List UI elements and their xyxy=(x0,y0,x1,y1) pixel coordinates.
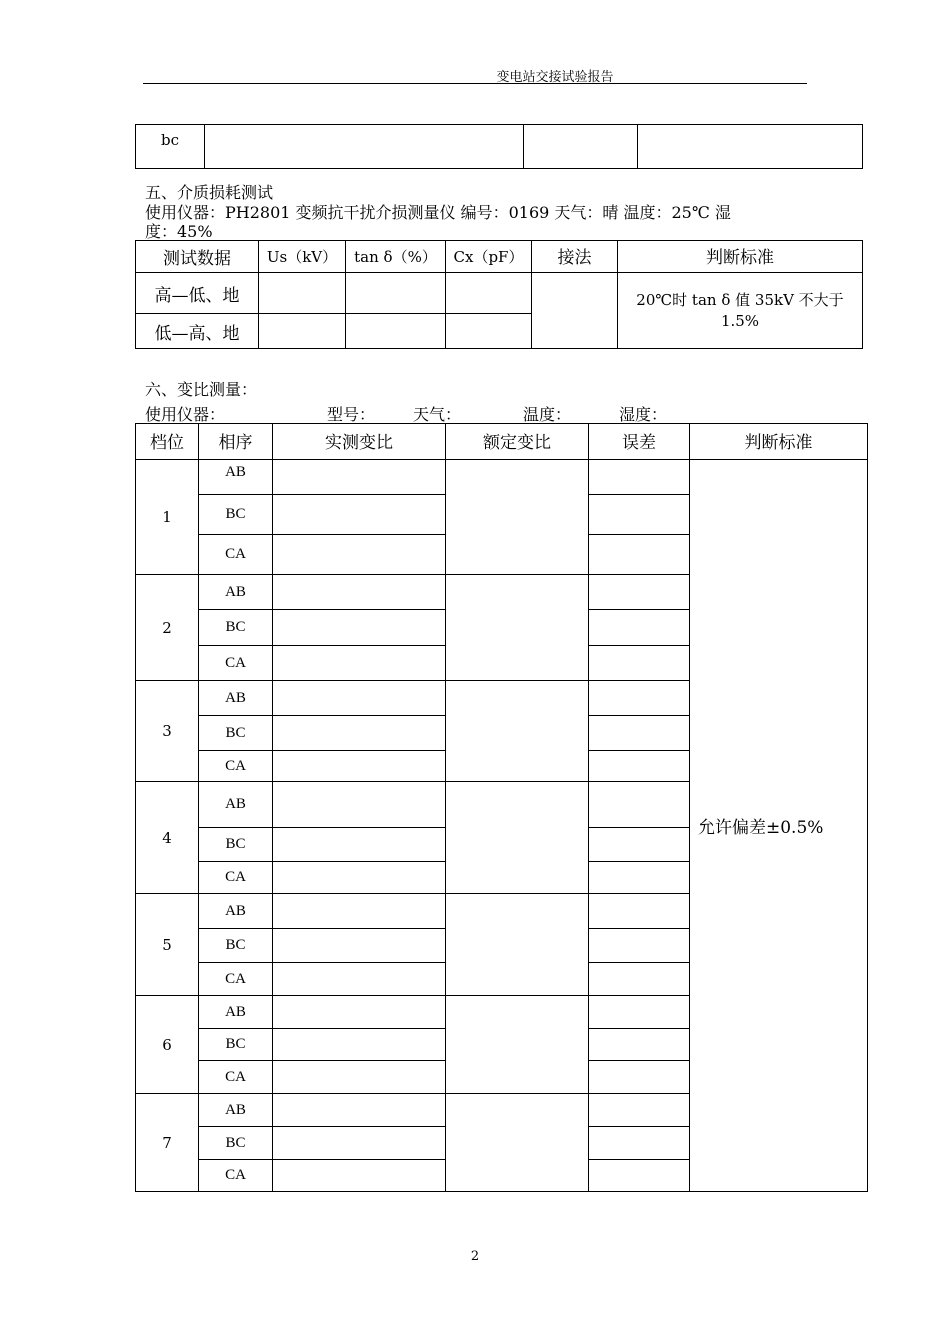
empty-cell[interactable] xyxy=(273,681,446,716)
empty-cell[interactable] xyxy=(589,929,690,963)
empty-cell[interactable] xyxy=(205,125,524,169)
empty-cell[interactable] xyxy=(524,125,638,169)
dielectric-loss-table xyxy=(135,240,863,349)
empty-cell[interactable] xyxy=(589,610,690,646)
empty-cell[interactable] xyxy=(446,460,589,575)
empty-cell[interactable] xyxy=(589,751,690,782)
phase-ab: AB xyxy=(199,894,273,929)
phase-bc: BC xyxy=(199,828,273,862)
gear-3: 3 xyxy=(136,681,199,782)
phase-ca: CA xyxy=(199,963,273,996)
gear-6: 6 xyxy=(136,996,199,1094)
header-cx: Cx（pF） xyxy=(446,241,532,273)
row-label-low-high: 低—高、地 xyxy=(136,314,259,349)
empty-cell[interactable] xyxy=(446,273,532,314)
empty-cell[interactable] xyxy=(446,575,589,681)
header-tan-delta: tan δ（%） xyxy=(346,241,446,273)
row-label-high-low: 高—低、地 xyxy=(136,273,259,314)
phase-ca: CA xyxy=(199,1160,273,1192)
empty-cell[interactable] xyxy=(589,646,690,681)
table-header-row xyxy=(136,424,868,460)
empty-cell[interactable] xyxy=(346,273,446,314)
header-rated-ratio: 额定变比 xyxy=(446,424,589,460)
empty-cell[interactable] xyxy=(589,716,690,751)
ratio-measurement-table xyxy=(135,423,868,1192)
section5-instrument-line2: 度：45% xyxy=(145,222,213,241)
gear-1: 1 xyxy=(136,460,199,575)
empty-cell[interactable] xyxy=(273,828,446,862)
table-header-row xyxy=(136,241,863,273)
empty-cell[interactable] xyxy=(273,1094,446,1127)
header-test-data: 测试数据 xyxy=(136,241,259,273)
empty-cell[interactable] xyxy=(273,996,446,1029)
empty-cell[interactable] xyxy=(589,460,690,495)
empty-cell[interactable] xyxy=(446,681,589,782)
header-measured-ratio: 实测变比 xyxy=(273,424,446,460)
criterion-line2: 1.5% xyxy=(720,311,760,330)
empty-cell[interactable] xyxy=(589,1160,690,1192)
empty-cell[interactable] xyxy=(446,782,589,894)
empty-cell[interactable] xyxy=(589,782,690,828)
phase-bc: BC xyxy=(199,610,273,646)
empty-cell[interactable] xyxy=(346,314,446,349)
empty-cell[interactable] xyxy=(273,862,446,894)
empty-cell[interactable] xyxy=(589,1094,690,1127)
phase-ab: AB xyxy=(199,681,273,716)
empty-cell[interactable] xyxy=(273,646,446,681)
empty-cell[interactable] xyxy=(446,996,589,1094)
page-header-title: 变电站交接试验报告 xyxy=(496,70,614,85)
empty-cell[interactable] xyxy=(446,894,589,996)
empty-cell[interactable] xyxy=(273,535,446,575)
empty-cell[interactable] xyxy=(259,273,346,314)
empty-cell[interactable] xyxy=(273,1061,446,1094)
gear-4: 4 xyxy=(136,782,199,894)
section5-instrument-line1: 使用仪器：PH2801 变频抗干扰介损测量仪 编号：0169 天气：晴 温度：25℃ 湿 xyxy=(145,203,731,222)
empty-cell[interactable] xyxy=(273,575,446,610)
header-error: 误差 xyxy=(589,424,690,460)
empty-cell[interactable] xyxy=(273,495,446,535)
empty-cell[interactable] xyxy=(589,862,690,894)
empty-cell[interactable] xyxy=(589,1029,690,1061)
empty-cell[interactable] xyxy=(589,681,690,716)
phase-bc: BC xyxy=(199,495,273,535)
phase-bc: BC xyxy=(199,929,273,963)
empty-cell[interactable] xyxy=(446,314,532,349)
section6-title: 六、变比测量： xyxy=(145,380,258,399)
empty-cell[interactable] xyxy=(273,894,446,929)
criterion-cell: 允许偏差±0.5% xyxy=(690,460,868,1192)
empty-cell[interactable] xyxy=(589,535,690,575)
phase-ab: AB xyxy=(199,1094,273,1127)
empty-cell[interactable] xyxy=(589,495,690,535)
empty-cell[interactable] xyxy=(589,1061,690,1094)
empty-cell[interactable] xyxy=(273,1127,446,1160)
empty-cell[interactable] xyxy=(589,996,690,1029)
table-row xyxy=(136,125,863,169)
section6-humidity-label: 湿度： xyxy=(619,405,668,424)
table-row xyxy=(136,460,868,495)
empty-cell[interactable] xyxy=(273,782,446,828)
empty-cell[interactable] xyxy=(273,751,446,782)
continuation-table xyxy=(135,124,863,169)
criterion-line1: 20℃时 tan δ 值 35kV 不大于 xyxy=(636,290,844,309)
page-number: 2 xyxy=(470,1249,480,1264)
section6-instrument-label: 使用仪器： xyxy=(145,405,226,424)
header-gear: 档位 xyxy=(136,424,199,460)
gear-2: 2 xyxy=(136,575,199,681)
empty-cell[interactable] xyxy=(259,314,346,349)
phase-bc: BC xyxy=(199,716,273,751)
empty-cell[interactable] xyxy=(589,575,690,610)
row-label-bc: bc xyxy=(136,125,205,169)
section6-temperature-label: 温度： xyxy=(523,405,572,424)
empty-cell[interactable] xyxy=(589,1127,690,1160)
empty-cell[interactable] xyxy=(273,963,446,996)
phase-ab: AB xyxy=(199,460,273,495)
empty-cell[interactable] xyxy=(589,894,690,929)
phase-ca: CA xyxy=(199,646,273,681)
empty-cell[interactable] xyxy=(532,273,618,349)
table-row xyxy=(136,273,863,314)
section6-weather-label: 天气： xyxy=(413,405,462,424)
empty-cell[interactable] xyxy=(589,963,690,996)
header-connection: 接法 xyxy=(532,241,618,273)
section6-model-label: 型号： xyxy=(327,405,376,424)
phase-ca: CA xyxy=(199,751,273,782)
empty-cell[interactable] xyxy=(273,929,446,963)
phase-ca: CA xyxy=(199,862,273,894)
phase-ab: AB xyxy=(199,996,273,1029)
header-us: Us（kV） xyxy=(259,241,346,273)
header-phase: 相序 xyxy=(199,424,273,460)
phase-ab: AB xyxy=(199,575,273,610)
header-criterion: 判断标准 xyxy=(690,424,868,460)
phase-ca: CA xyxy=(199,1061,273,1094)
header-criterion: 判断标准 xyxy=(618,241,863,273)
gear-7: 7 xyxy=(136,1094,199,1192)
header-rule xyxy=(143,83,807,84)
empty-cell[interactable] xyxy=(273,610,446,646)
section5-title: 五、介质损耗测试 xyxy=(145,183,274,202)
empty-cell[interactable] xyxy=(638,125,863,169)
phase-bc: BC xyxy=(199,1029,273,1061)
empty-cell[interactable] xyxy=(589,828,690,862)
empty-cell[interactable] xyxy=(273,1029,446,1061)
phase-ab: AB xyxy=(199,782,273,828)
empty-cell[interactable] xyxy=(273,1160,446,1192)
empty-cell[interactable] xyxy=(446,1094,589,1192)
criterion-cell xyxy=(618,273,863,349)
phase-ca: CA xyxy=(199,535,273,575)
empty-cell[interactable] xyxy=(273,460,446,495)
phase-bc: BC xyxy=(199,1127,273,1160)
gear-5: 5 xyxy=(136,894,199,996)
empty-cell[interactable] xyxy=(273,716,446,751)
